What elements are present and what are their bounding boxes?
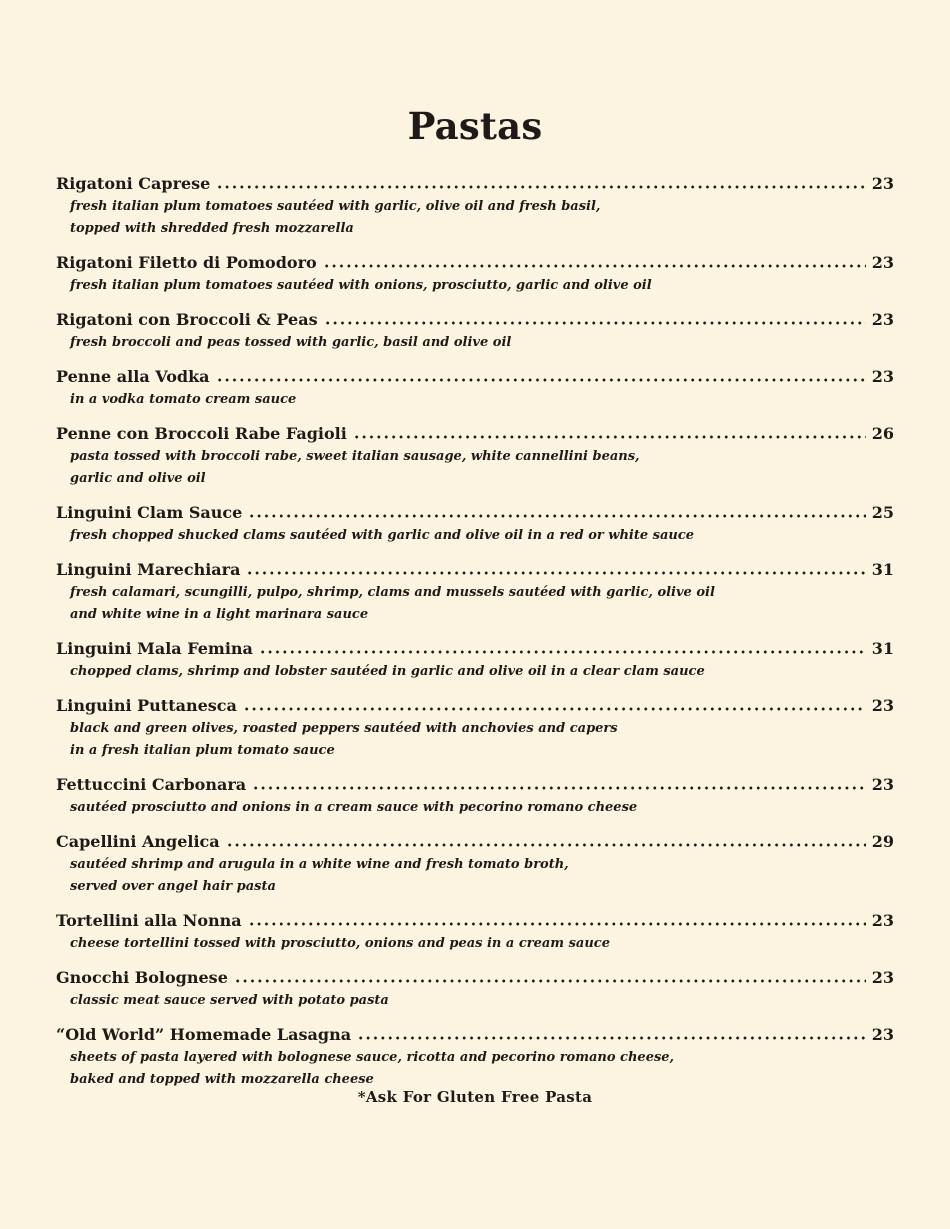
menu-item <box>56 772 894 819</box>
menu-item-name: Penne con Broccoli Rabe Fagioli <box>56 424 347 443</box>
description-line: sheets of pasta layered with bolognese sauce, ricotta and pecorino romano cheese, <box>70 1050 675 1065</box>
description-line: fresh italian plum tomatoes sautéed with onions, prosciutto, garlic and olive oil <box>70 278 652 293</box>
menu-item-name: Linguini Puttanesca <box>56 696 237 715</box>
menu-item-price: 23 <box>871 696 894 715</box>
page-title: Pastas <box>407 104 543 148</box>
dot-leader <box>246 571 865 575</box>
menu-item-description <box>56 196 894 240</box>
menu-item-name: Penne alla Vodka <box>56 367 210 386</box>
menu-item-description <box>56 582 894 626</box>
dot-leader <box>248 922 866 926</box>
menu-item-header <box>56 500 894 525</box>
menu-item-price: 23 <box>871 775 894 794</box>
menu-item-header <box>56 636 894 661</box>
description-line: baked and topped with mozzarella cheese <box>70 1072 374 1087</box>
description-line: and white wine in a light marinara sauce <box>70 607 369 622</box>
menu-item-description <box>56 446 894 490</box>
menu-item-name: “Old World” Homemade Lasagna <box>56 1025 352 1044</box>
menu-item-name: Tortellini alla Nonna <box>56 911 242 930</box>
menu-item-header <box>56 421 894 446</box>
menu-item-header <box>56 772 894 797</box>
gluten-free-note: *Ask For Gluten Free Pasta <box>357 1088 593 1106</box>
description-line: chopped clams, shrimp and lobster sautéed in garlic and olive oil in a clear clam sauce <box>70 664 705 679</box>
menu-item-price: 23 <box>871 911 894 930</box>
menu-item-description <box>56 1047 894 1091</box>
description-line: cheese tortellini tossed with prosciutto, onions and peas in a cream sauce <box>70 936 610 951</box>
menu-item-price: 23 <box>871 253 894 272</box>
description-line: sautéed shrimp and arugula in a white wine and fresh tomato broth, <box>70 857 569 872</box>
menu-item <box>56 421 894 490</box>
menu-item <box>56 364 894 411</box>
menu-item-header <box>56 557 894 582</box>
description-line: sautéed prosciutto and onions in a cream sauce with pecorino romano cheese <box>70 800 638 815</box>
menu-item <box>56 557 894 626</box>
menu-item <box>56 965 894 1012</box>
menu-item <box>56 908 894 955</box>
menu-item-header <box>56 171 894 196</box>
menu-item-header <box>56 364 894 389</box>
menu-item-price: 29 <box>871 832 894 851</box>
dot-leader <box>234 979 866 983</box>
menu-item-header <box>56 250 894 275</box>
menu-item-price: 25 <box>871 503 894 522</box>
description-line: classic meat sauce served with potato pasta <box>70 993 389 1008</box>
menu-item-description <box>56 990 894 1012</box>
menu-item <box>56 1022 894 1091</box>
description-line: topped with shredded fresh mozzarella <box>70 221 354 236</box>
dot-leader <box>216 185 865 189</box>
dot-leader <box>323 264 866 268</box>
menu-item-price: 23 <box>871 1025 894 1044</box>
description-line: fresh chopped shucked clams sautéed with garlic and olive oil in a red or white sauce <box>70 528 695 543</box>
menu-item-price: 23 <box>871 367 894 386</box>
menu-item-description <box>56 661 894 683</box>
description-line: fresh italian plum tomatoes sautéed with garlic, olive oil and fresh basil, <box>70 199 601 214</box>
menu-item-price: 23 <box>871 174 894 193</box>
dot-leader <box>243 707 866 711</box>
menu-item-header <box>56 307 894 332</box>
menu-item-description <box>56 797 894 819</box>
dot-leader <box>353 435 866 439</box>
description-line: fresh calamari, scungilli, pulpo, shrimp, clams and mussels sautéed with garlic, olive oil <box>70 585 715 600</box>
dot-leader <box>252 786 866 790</box>
dot-leader <box>357 1036 866 1040</box>
menu-item-description <box>56 332 894 354</box>
description-line: in a fresh italian plum tomato sauce <box>70 743 335 758</box>
menu-item-description <box>56 275 894 297</box>
menu-item-name: Linguini Marechiara <box>56 560 241 579</box>
menu-item-header <box>56 1022 894 1047</box>
menu-item-description <box>56 933 894 955</box>
dot-leader <box>226 843 866 847</box>
dot-leader <box>324 321 866 325</box>
description-line: pasta tossed with broccoli rabe, sweet italian sausage, white cannellini beans, <box>70 449 640 464</box>
menu-item-name: Rigatoni Filetto di Pomodoro <box>56 253 317 272</box>
dot-leader <box>248 514 865 518</box>
menu-item-header <box>56 908 894 933</box>
menu-item-name: Gnocchi Bolognese <box>56 968 228 987</box>
menu-item-price: 23 <box>871 310 894 329</box>
menu-item-name: Capellini Angelica <box>56 832 220 851</box>
menu-item-description <box>56 525 894 547</box>
description-line: garlic and olive oil <box>70 471 206 486</box>
menu-item <box>56 171 894 240</box>
menu-item-price: 26 <box>871 424 894 443</box>
menu-item <box>56 307 894 354</box>
menu-item-header <box>56 693 894 718</box>
menu-item-header <box>56 829 894 854</box>
menu-item <box>56 693 894 762</box>
menu-item-name: Linguini Clam Sauce <box>56 503 243 522</box>
menu-item-name: Rigatoni con Broccoli & Peas <box>56 310 318 329</box>
menu-item-price: 31 <box>871 560 894 579</box>
menu-item-price: 23 <box>871 968 894 987</box>
menu-item-description <box>56 718 894 762</box>
menu-item-description <box>56 854 894 898</box>
menu-item-description <box>56 389 894 411</box>
menu-item <box>56 500 894 547</box>
menu-item-name: Fettuccini Carbonara <box>56 775 247 794</box>
description-line: black and green olives, roasted peppers sautéed with anchovies and capers <box>70 721 618 736</box>
description-line: in a vodka tomato cream sauce <box>70 392 297 407</box>
menu-item <box>56 829 894 898</box>
menu-item-price: 31 <box>871 639 894 658</box>
menu-item-header <box>56 965 894 990</box>
dot-leader <box>259 650 866 654</box>
menu-list <box>56 171 894 1101</box>
dot-leader <box>216 378 866 382</box>
menu-item-name: Linguini Mala Femina <box>56 639 253 658</box>
menu-item <box>56 250 894 297</box>
description-line: fresh broccoli and peas tossed with garlic, basil and olive oil <box>70 335 512 350</box>
menu-item <box>56 636 894 683</box>
menu-item-name: Rigatoni Caprese <box>56 174 211 193</box>
description-line: served over angel hair pasta <box>70 879 276 894</box>
